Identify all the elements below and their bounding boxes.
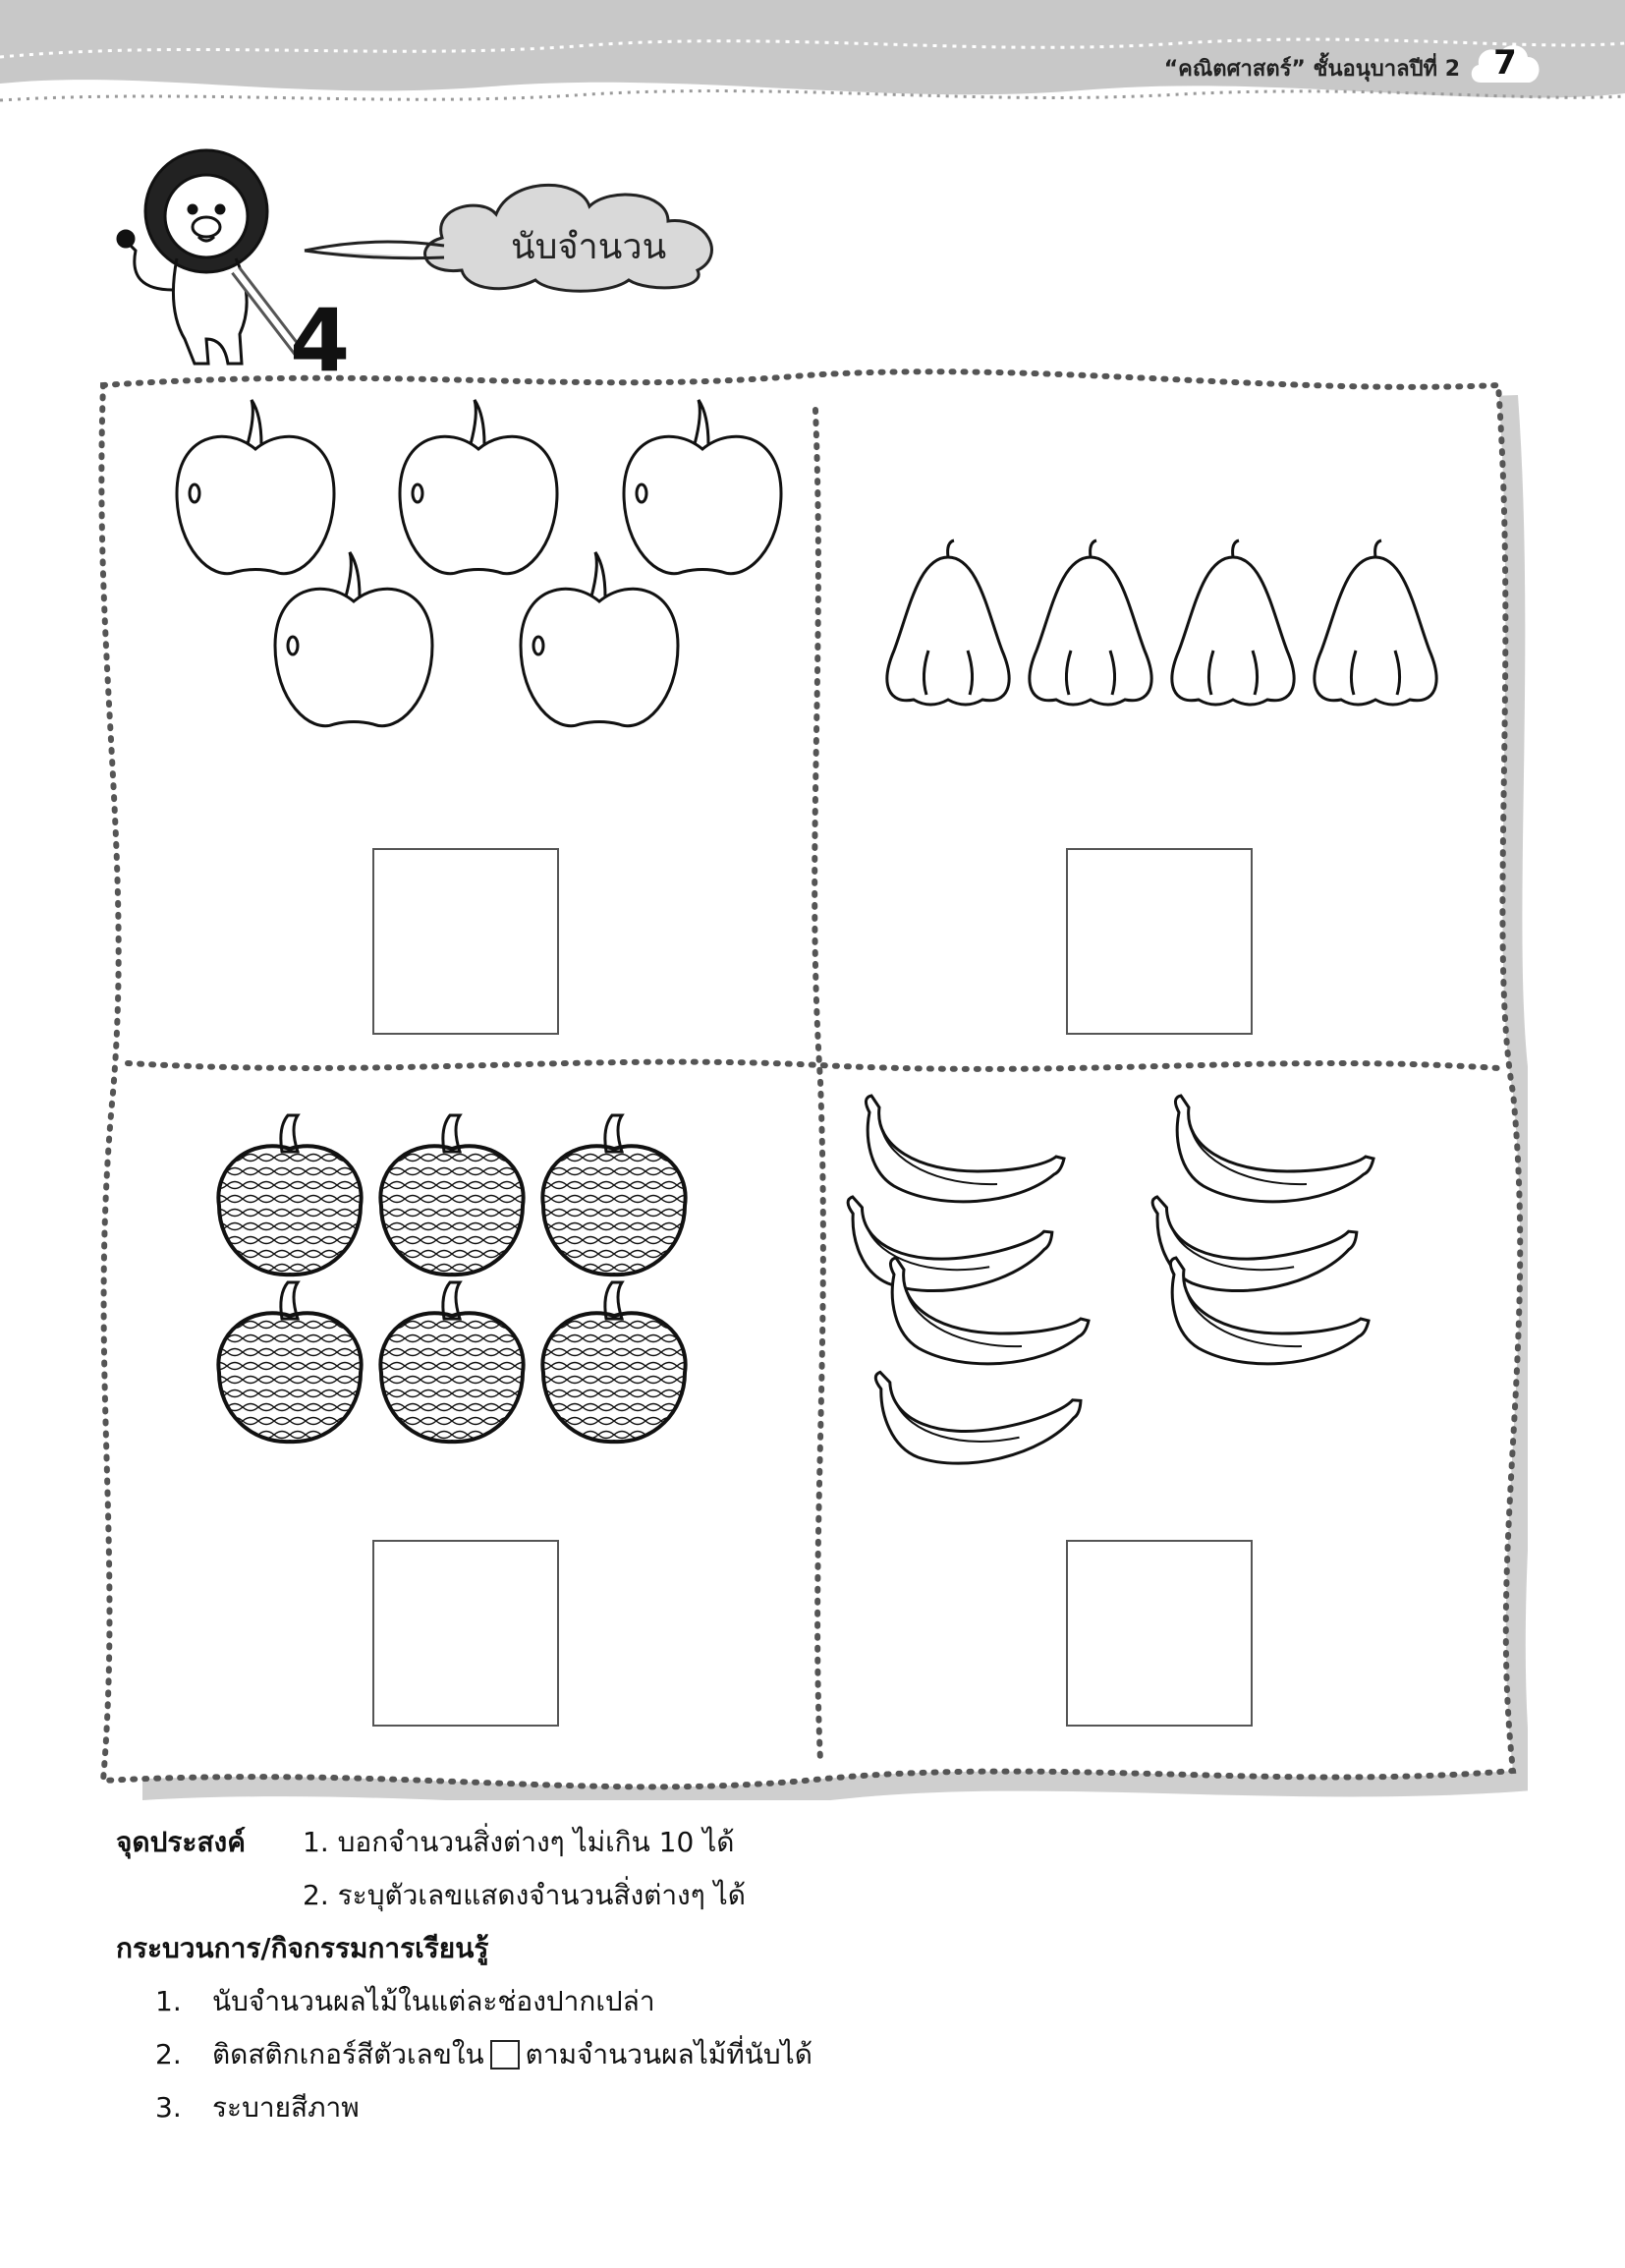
inline-box-icon [490, 2040, 520, 2070]
step-text: ระบายสีภาพ [212, 2091, 360, 2124]
objective-label: จุดประสงค์ [116, 1826, 246, 1858]
step-number: 3. [155, 2091, 182, 2124]
objective-2: 2. ระบุตัวเลขแสดงจำนวนสิ่งต่างๆ ได้ [303, 1879, 746, 1911]
objective-1: 1. บอกจำนวนสิ่งต่างๆ ไม่เกิน 10 ได้ [303, 1826, 735, 1858]
answer-box-rose-apples[interactable] [1066, 848, 1253, 1035]
counting-worksheet [93, 366, 1528, 1800]
page-number: 7 [1493, 43, 1517, 83]
step-text: ติดสติกเกอร์สีตัวเลขใน [212, 2038, 484, 2070]
step-number: 1. [155, 1985, 182, 2017]
step-text: นับจำนวนผลไม้ในแต่ละช่องปากเปล่า [212, 1985, 655, 2017]
process-label: กระบวนการ/กิจกรรมการเรียนรู้ [116, 1932, 489, 1964]
answer-box-bananas[interactable] [1066, 1540, 1253, 1727]
step-text: ตามจำนวนผลไม้ที่นับได้ [525, 2038, 812, 2070]
answer-box-apples[interactable] [372, 848, 559, 1035]
mascot-number: 4 [290, 290, 351, 373]
series-title: “คณิตศาสตร์” ชั้นอนุบาลปีที่ 2 [1163, 57, 1460, 82]
teacher-notes [116, 1816, 1491, 2134]
step-number: 2. [155, 2038, 182, 2070]
activity-title: นับจำนวน [511, 227, 667, 267]
answer-box-custard-apples[interactable] [372, 1540, 559, 1727]
